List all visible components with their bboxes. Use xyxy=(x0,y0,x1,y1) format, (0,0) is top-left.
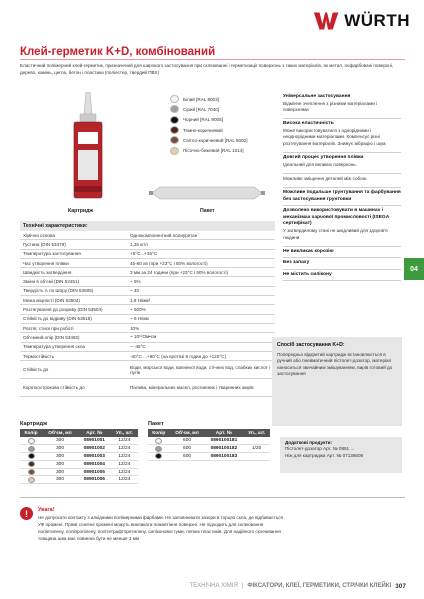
table-cell: 08901001 xyxy=(78,437,111,445)
color-cell xyxy=(20,476,42,484)
order-pack-table: Колір Об’єм, мл Арт. № Уп., шт. 600 0890100181 600 0890100182 1/20 600 0890100183 xyxy=(148,429,270,461)
table-cell: 12/24 xyxy=(111,476,138,484)
color-dot xyxy=(28,438,35,444)
footer-section: ТЕХНІЧНА ХІМІЯ xyxy=(189,583,238,589)
usage-box xyxy=(272,337,402,426)
exclamation-icon: ! xyxy=(20,507,33,520)
color-dot xyxy=(28,446,35,452)
swatch-black: Чорний [RAL 9005] xyxy=(170,115,247,125)
accessory-gun: Пістолет-дозатор Арт. № 0891 ... xyxy=(285,446,355,452)
tech-heading: Технічні характеристики: xyxy=(20,221,275,231)
table-row: Температура утворення скла ~ -45°C xyxy=(20,343,275,352)
usage-text: Попередньо відкритий картридж встановлюється в ручний або пневматичний пістолет-дозатор, матеріал наноситься звичайним змішуванням, вирів готовий до застосування xyxy=(277,351,393,377)
table-row xyxy=(148,445,270,453)
color-cell xyxy=(148,445,170,453)
page-number: 307 xyxy=(395,582,406,590)
table-row: Хімічна основа Однокомпонентний полиуретан xyxy=(20,231,275,240)
color-swatch-list xyxy=(170,94,247,156)
feature-item: Висока еластичність Може використовуватися з однорідними і неоднорідними матеріалами. Компенсує різні розтягування матеріалів. Знижує вібрацію і шум. xyxy=(283,121,401,153)
table-row xyxy=(148,437,270,445)
table-row: Стійкість до відриву (DIN 53515) ~ 6 Н/мм xyxy=(20,315,275,324)
color-dot xyxy=(28,461,35,467)
table-cell: 12/24 xyxy=(111,468,138,476)
tech-table xyxy=(20,221,275,397)
feature-item: Можливе зміщення деталей між собою. xyxy=(283,176,401,188)
order-pack xyxy=(148,421,270,461)
accessories-heading: Додаткові продукти: xyxy=(285,440,332,445)
table-row: Швидкість затвердіння 3 мм за 24 години (при +23°C і 50% вологості) xyxy=(20,268,275,277)
table-cell: 300 xyxy=(42,437,78,445)
table-row xyxy=(20,468,138,476)
color-dot xyxy=(28,469,35,475)
color-dot xyxy=(28,477,35,483)
color-cell xyxy=(20,453,42,461)
section-tab: 04 xyxy=(404,258,424,280)
table-cell: 1/20 xyxy=(243,445,270,453)
swatch-dot xyxy=(170,136,179,144)
order-cartridge xyxy=(20,421,138,484)
table-row: Час утворення плівки 45-60 хв (при +23°C і 50% вологості) xyxy=(20,259,275,268)
swatch-dot xyxy=(170,95,179,103)
table-cell: 12/24 xyxy=(111,437,138,445)
feature-item: Універсальне застосування Відмінне зчеплення з різними матеріалами і поверхнями xyxy=(283,94,401,119)
color-dot xyxy=(155,438,162,444)
feature-item: Без запаху xyxy=(283,260,401,270)
feature-item: Не містить силікону xyxy=(283,272,401,282)
swatch-dot xyxy=(170,147,179,155)
table-row xyxy=(20,460,138,468)
order-pack-title: Пакет xyxy=(148,421,164,427)
table-row: Твердість А по Шору (DIN 53505) ~ 40 xyxy=(20,287,275,296)
table-row xyxy=(20,437,138,445)
table-cell: 300 xyxy=(42,460,78,468)
table-row: Розтягування до розриву (DIN 53504) ~ 500% xyxy=(20,305,275,314)
table-cell: 12/24 xyxy=(111,453,138,461)
features-list xyxy=(283,92,401,283)
table-row: Межа міцності (DIN 53504) 1,8 Н/мм² xyxy=(20,296,275,305)
color-cell xyxy=(20,445,42,453)
footer-subsection: ФІКСАТОРИ, КЛЕЇ, ГЕРМЕТИКИ, СТРІЧКИ КЛЕЙКІ xyxy=(247,583,392,589)
table-cell: 08901005 xyxy=(78,468,111,476)
page-title: Клей-герметик K+D, комбінований xyxy=(20,46,216,58)
wurth-logo-icon xyxy=(312,10,340,32)
table-cell: 0890100183 xyxy=(204,453,243,461)
table-row: Термостійкість -40°C ...+90°C (на протязі 8 годин до +120°C) xyxy=(20,352,275,361)
footer-separator: | xyxy=(241,583,244,589)
table-cell: 12/24 xyxy=(111,460,138,468)
table-cell: 08901003 xyxy=(78,453,111,461)
swatch-white: Білий [RAL 9003] xyxy=(170,94,247,104)
table-cell: 300 xyxy=(42,476,78,484)
caption-pack: Пакет xyxy=(200,208,215,214)
wurth-logo xyxy=(312,9,410,33)
table-row xyxy=(148,453,270,461)
swatch-dot xyxy=(170,116,179,124)
table-cell: 300 xyxy=(42,453,78,461)
order-cartridge-table: Колір Об’єм, мл Арт. № Уп., шт. 300 08901001 12/24 300 08901002 12/24 300 08901003 12/24 300 08901004 12/24 300 08901005 12/24 300 08901006 12/24 xyxy=(20,429,138,484)
table-row: Короткострокова стійкість до Палива, мінеральних масел, рослинних і тваринних жирів xyxy=(20,379,275,397)
feature-item: Довгий процес утворення плівки Ідеальний для великих поверхонь. xyxy=(283,155,401,174)
table-cell: 0890100182 xyxy=(204,445,243,453)
swatch-dot xyxy=(170,105,179,113)
table-row: Об’ємний опір (DIN 53482) ~ 10¹⁰Ом•см xyxy=(20,333,275,342)
table-cell: 600 xyxy=(170,437,205,445)
color-dot xyxy=(28,453,35,459)
accessory-knife: Ніж для картриджа Арт. № 07136609 xyxy=(285,452,364,458)
cartridge-image xyxy=(66,92,110,200)
color-cell xyxy=(20,437,42,445)
feature-item: Не викликає корозію xyxy=(283,249,401,259)
table-cell: 12/24 xyxy=(111,445,138,453)
color-dot xyxy=(155,446,162,452)
swatch-dark-brown: Темно-коричневий xyxy=(170,125,247,135)
color-cell xyxy=(148,437,170,445)
table-cell: 600 xyxy=(170,445,205,453)
table-row: Розтяг, стиск при роботі 10% xyxy=(20,324,275,333)
table-row xyxy=(20,445,138,453)
swatch-grey: Сірий [RAL 7040] xyxy=(170,104,247,114)
table-row: Густина (DIN 53479) 1,25 кг/л xyxy=(20,240,275,249)
table-cell: 08901002 xyxy=(78,445,111,453)
swatch-light-brown: Світло-коричневий [RAL 8002] xyxy=(170,135,247,145)
table-row xyxy=(20,476,138,484)
color-cell xyxy=(20,460,42,468)
intro-text: Еластичний полімерний клей-герметик, призначений для широкого застосування при склеюванні і герметизації поверхонь з таких матеріалів, як метал, пофарбовані поверхні, дерево, камінь, цегла, бетон і пластики (поліестер, твердий ПВХ) xyxy=(20,63,394,75)
brand-name: WÜRTH xyxy=(344,11,410,30)
color-cell xyxy=(148,453,170,461)
title-divider xyxy=(20,59,405,60)
table-row: Температура застосування +5°C...+35°C xyxy=(20,250,275,259)
feature-item: Дозволено використовувати в машинах і механізмах харчової промисловості (ISEGA сертифікат) У затвердилому стані не шкідливий для здоров’я людини xyxy=(283,208,401,246)
feature-item: Можливе подальше грунтування та фарбування без застосування грунтовки xyxy=(283,190,401,206)
table-cell: 08901004 xyxy=(78,460,111,468)
page-footer xyxy=(156,580,406,592)
warning-title: Увага! xyxy=(38,507,55,513)
pack-image xyxy=(148,182,266,204)
table-cell: 300 xyxy=(42,468,78,476)
table-row: Зміни в об’ємі (DIN 52451) ~ 5% xyxy=(20,277,275,286)
swatch-sand-beige: Пісочно-бежевий [RAL 1014] xyxy=(170,145,247,155)
warning-text: Не допускати контакту з алкідними полімерними фарбами. Не заповнювати зазори в торцях скла, де відбивається УФ промені. Прямі сонячні промені можуть викликати пожовтіння поверхні. Не підходить для склеювання поліетилену, поліпропілену, політетрафторетилену, силіконової гуми, легких пластиків. Для надійного склеювання товщина шва має повинна бути не менше 3 мм xyxy=(38,515,283,541)
color-cell xyxy=(20,468,42,476)
usage-heading: Спосіб застосування K+D: xyxy=(277,342,345,348)
swatch-dot xyxy=(170,126,179,134)
table-cell: 300 xyxy=(42,445,78,453)
table-cell: 600 xyxy=(170,453,205,461)
color-dot xyxy=(155,453,162,459)
order-cartridge-title: Картридж xyxy=(20,421,48,427)
table-cell xyxy=(243,453,270,461)
table-cell: 08901006 xyxy=(78,476,111,484)
table-row xyxy=(20,453,138,461)
caption-cartridge: Картридж xyxy=(68,208,94,214)
accessories-box xyxy=(280,437,402,473)
table-row: Стійкість до Води, морської води, вапняної води, стічних вод, слабких кислот і лугів xyxy=(20,361,275,379)
table-cell: 0890100181 xyxy=(204,437,243,445)
warning-divider xyxy=(20,497,405,498)
table-cell xyxy=(243,437,270,445)
